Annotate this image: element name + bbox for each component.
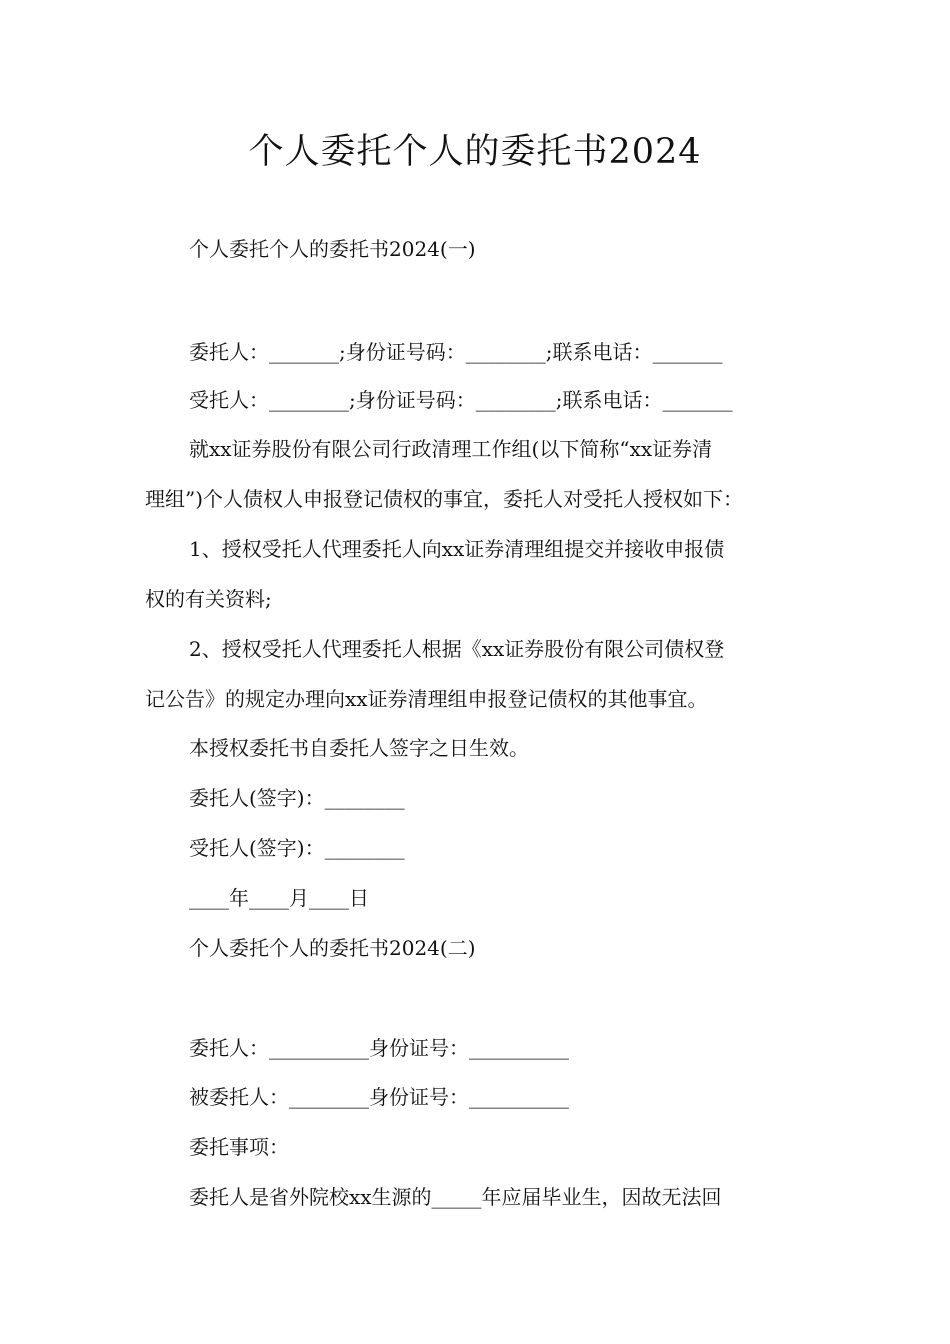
section-heading-1: 个人委托个人的委托书2024(一) bbox=[189, 237, 476, 261]
matter-heading: 委托事项： bbox=[189, 1135, 289, 1159]
agent-signature-line: 受托人(签字)：________ bbox=[189, 836, 405, 860]
section-heading-2: 个人委托个人的委托书2024(二) bbox=[189, 936, 476, 960]
paragraph-line: 就xx证券股份有限公司行政清理工作组(以下简称“xx证券清 bbox=[189, 437, 713, 461]
clause-2-line: 记公告》的规定办理向xx证券清理组申报登记债权的其他事宜。 bbox=[145, 687, 708, 711]
effective-statement: 本授权委托书自委托人签字之日生效。 bbox=[189, 736, 529, 760]
paragraph-line: 理组”)个人债权人申报登记债权的事宜，委托人对受托人授权如下： bbox=[145, 487, 744, 511]
clause-1-line: 权的有关资料; bbox=[145, 587, 272, 611]
agent-info-line: 受托人：________;身份证号码：________;联系电话：_______ bbox=[189, 388, 733, 412]
matter-paragraph-line: 委托人是省外院校xx生源的_____年应届毕业生，因故无法回 bbox=[189, 1185, 722, 1209]
principal-signature-line: 委托人(签字)：________ bbox=[189, 786, 405, 810]
clause-1-line: 1、授权受托人代理委托人向xx证券清理组提交并接收申报债 bbox=[189, 537, 725, 561]
clause-2-line: 2、授权受托人代理委托人根据《xx证券股份有限公司债权登 bbox=[189, 637, 725, 661]
delegate-id-line: 被委托人：________身份证号：__________ bbox=[189, 1085, 569, 1109]
document-title: 个人委托个人的委托书2024 bbox=[248, 132, 702, 172]
date-line: ____年____月____日 bbox=[189, 886, 369, 910]
principal-id-line: 委托人：__________身份证号：__________ bbox=[189, 1036, 569, 1060]
principal-info-line: 委托人：_______;身份证号码：________;联系电话：_______ bbox=[189, 340, 723, 364]
